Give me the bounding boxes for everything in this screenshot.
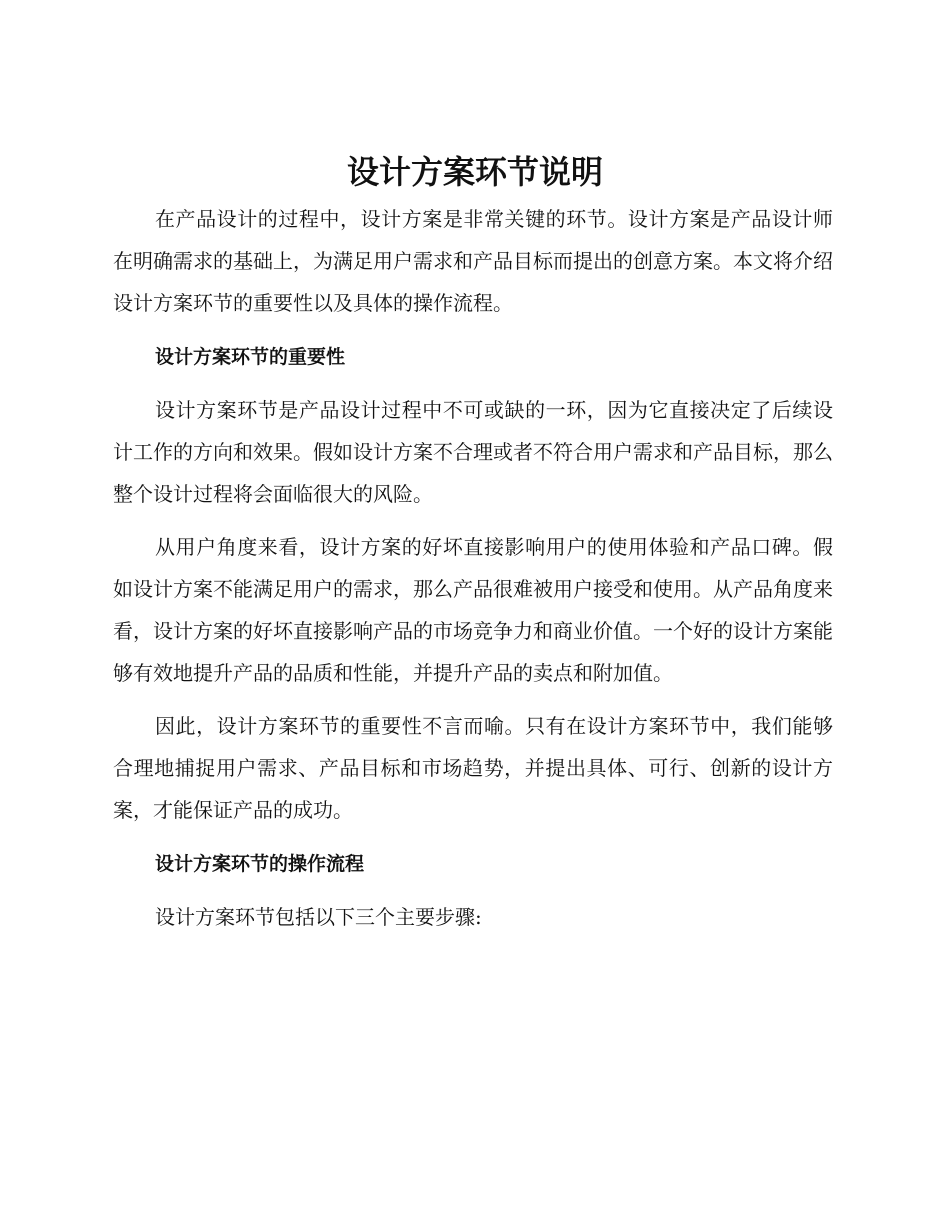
section-heading-importance: 设计方案环节的重要性 (155, 346, 346, 368)
document-title: 设计方案环节说明 (346, 153, 603, 191)
document-body (113, 198, 833, 938)
body-paragraph: 设计方案环节包括以下三个主要步骤: (155, 905, 482, 929)
body-paragraph: 设计方案环节是产品设计过程中不可或缺的一环，因为它直接决定了后续设计工作的方向和效果。假如设计方案不合理或者不符合用户需求和产品目标，那么整个设计过程将会面临很大的风险。 (113, 398, 833, 506)
body-paragraph: 从用户角度来看，设计方案的好坏直接影响用户的使用体验和产品口碑。假如设计方案不能满足用户的需求，那么产品很难被用户接受和使用。从产品角度来看，设计方案的好坏直接影响产品的市场竞争力和商业价值。一个好的设计方案能够有效地提升产品的品质和性能，并提升产品的卖点和附加值。 (113, 535, 833, 685)
body-paragraph: 因此，设计方案环节的重要性不言而喻。只有在设计方案环节中，我们能够合理地捕捉用户需求、产品目标和市场趋势，并提出具体、可行、创新的设计方案，才能保证产品的成功。 (113, 714, 833, 822)
section-heading-process: 设计方案环节的操作流程 (155, 853, 365, 875)
intro-paragraph: 在产品设计的过程中，设计方案是非常关键的环节。设计方案是产品设计师在明确需求的基础上，为满足用户需求和产品目标而提出的创意方案。本文将介绍设计方案环节的重要性以及具体的操作流程。 (113, 207, 833, 315)
